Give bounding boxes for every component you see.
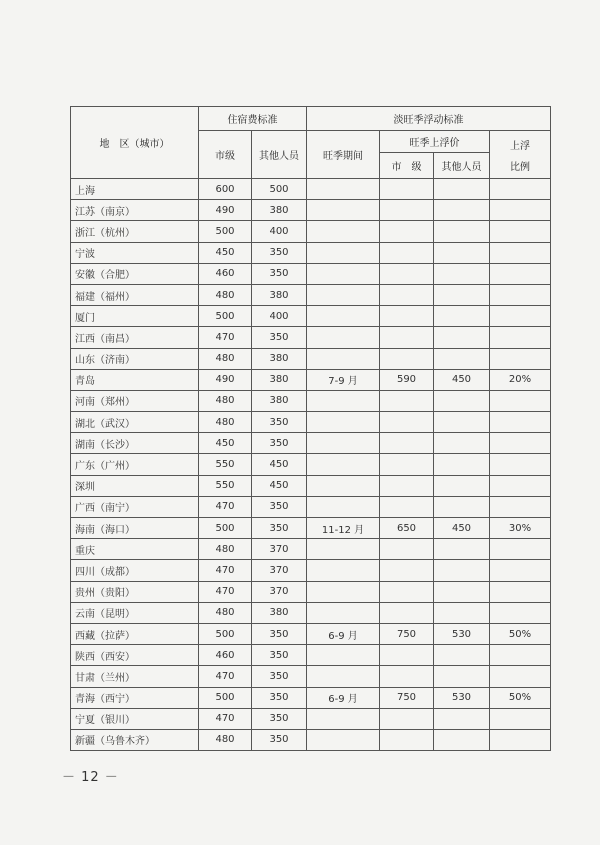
float-ratio-cell	[490, 200, 551, 221]
region-cell: 甘肃（兰州）	[71, 666, 199, 687]
float-ratio-cell	[490, 390, 551, 411]
peak-period-cell	[307, 560, 380, 581]
float-ratio-cell	[490, 475, 551, 496]
float-ratio-cell	[490, 306, 551, 327]
peak-city-level-cell	[380, 200, 434, 221]
float-ratio-cell	[490, 560, 551, 581]
peak-city-level-cell	[380, 306, 434, 327]
peak-other-staff-cell	[434, 327, 490, 348]
peak-period-cell	[307, 179, 380, 200]
peak-city-level-cell	[380, 729, 434, 750]
table-row	[71, 369, 551, 390]
table-row	[71, 306, 551, 327]
table-row	[71, 475, 551, 496]
region-cell: 河南（郑州）	[71, 390, 199, 411]
peak-period-cell	[307, 729, 380, 750]
peak-city-level-cell	[380, 708, 434, 729]
peak-city-level-cell	[380, 390, 434, 411]
table-row	[71, 179, 551, 200]
table-row	[71, 263, 551, 284]
table-row	[71, 390, 551, 411]
city-level-cell: 460	[199, 263, 252, 284]
float-ratio-cell	[490, 729, 551, 750]
peak-other-staff-cell	[434, 475, 490, 496]
table-row	[71, 645, 551, 666]
city-level-cell: 490	[199, 369, 252, 390]
region-cell: 宁波	[71, 242, 199, 263]
peak-city-level-cell	[380, 581, 434, 602]
other-staff-cell: 350	[252, 729, 307, 750]
peak-other-staff-cell	[434, 454, 490, 475]
other-staff-cell: 380	[252, 284, 307, 305]
region-cell: 上海	[71, 179, 199, 200]
peak-other-staff-cell	[434, 221, 490, 242]
region-cell: 青岛	[71, 369, 199, 390]
peak-period-cell	[307, 306, 380, 327]
region-cell: 四川（成都）	[71, 560, 199, 581]
float-ratio-cell	[490, 433, 551, 454]
other-staff-cell: 350	[252, 433, 307, 454]
peak-other-staff-cell	[434, 496, 490, 517]
other-staff-cell: 350	[252, 496, 307, 517]
table-row	[71, 518, 551, 539]
float-ratio-line1: 上浮	[510, 140, 530, 152]
float-ratio-cell	[490, 284, 551, 305]
peak-city-level-cell	[380, 560, 434, 581]
region-cell: 安徽（合肥）	[71, 263, 199, 284]
city-level-cell: 470	[199, 496, 252, 517]
peak-period-cell: 6-9 月	[307, 687, 380, 708]
other-staff-cell: 380	[252, 602, 307, 623]
peak-city-level-header: 市 级	[380, 153, 434, 179]
float-ratio-cell	[490, 412, 551, 433]
city-level-cell: 470	[199, 327, 252, 348]
table-row	[71, 242, 551, 263]
region-cell: 厦门	[71, 306, 199, 327]
float-ratio-cell	[490, 496, 551, 517]
peak-city-level-cell: 750	[380, 623, 434, 644]
region-cell: 青海（西宁）	[71, 687, 199, 708]
city-level-cell: 470	[199, 666, 252, 687]
city-level-cell: 450	[199, 433, 252, 454]
other-staff-header: 其他人员	[252, 131, 307, 179]
region-cell: 浙江（杭州）	[71, 221, 199, 242]
float-ratio-cell	[490, 602, 551, 623]
table-row	[71, 560, 551, 581]
peak-city-level-cell	[380, 179, 434, 200]
peak-period-cell	[307, 263, 380, 284]
other-staff-cell: 350	[252, 242, 307, 263]
region-cell: 海南（海口）	[71, 518, 199, 539]
other-staff-cell: 400	[252, 221, 307, 242]
city-level-cell: 450	[199, 242, 252, 263]
other-staff-cell: 350	[252, 666, 307, 687]
city-level-cell: 480	[199, 539, 252, 560]
peak-period-cell: 11-12 月	[307, 518, 380, 539]
region-cell: 广东（广州）	[71, 454, 199, 475]
city-level-cell: 500	[199, 687, 252, 708]
table-row	[71, 687, 551, 708]
float-ratio-cell	[490, 221, 551, 242]
table-row	[71, 433, 551, 454]
other-staff-cell: 350	[252, 687, 307, 708]
region-cell: 山东（济南）	[71, 348, 199, 369]
peak-period-cell	[307, 200, 380, 221]
peak-other-staff-cell: 450	[434, 518, 490, 539]
peak-city-level-cell	[380, 327, 434, 348]
peak-other-staff-cell	[434, 602, 490, 623]
other-staff-cell: 380	[252, 200, 307, 221]
city-level-cell: 500	[199, 623, 252, 644]
peak-other-staff-cell: 450	[434, 369, 490, 390]
table-row	[71, 200, 551, 221]
city-level-cell: 500	[199, 221, 252, 242]
peak-period-header: 旺季期间	[307, 131, 380, 179]
table-row	[71, 623, 551, 644]
peak-period-cell	[307, 390, 380, 411]
table-row	[71, 539, 551, 560]
float-ratio-cell	[490, 539, 551, 560]
peak-other-staff-cell	[434, 284, 490, 305]
peak-city-level-cell	[380, 475, 434, 496]
peak-period-cell	[307, 348, 380, 369]
city-level-cell: 480	[199, 390, 252, 411]
table-row	[71, 327, 551, 348]
city-level-cell: 500	[199, 518, 252, 539]
city-level-cell: 490	[199, 200, 252, 221]
other-staff-cell: 380	[252, 390, 307, 411]
peak-price-header: 旺季上浮价	[380, 131, 490, 153]
other-staff-cell: 350	[252, 708, 307, 729]
city-level-cell: 600	[199, 179, 252, 200]
table-row	[71, 602, 551, 623]
other-staff-cell: 370	[252, 539, 307, 560]
region-cell: 重庆	[71, 539, 199, 560]
peak-period-cell: 6-9 月	[307, 623, 380, 644]
peak-city-level-cell: 750	[380, 687, 434, 708]
float-ratio-cell	[490, 179, 551, 200]
table-row	[71, 348, 551, 369]
other-staff-cell: 350	[252, 623, 307, 644]
region-cell: 新疆（乌鲁木齐）	[71, 729, 199, 750]
table-row	[71, 666, 551, 687]
other-staff-cell: 350	[252, 645, 307, 666]
other-staff-cell: 450	[252, 475, 307, 496]
peak-other-staff-cell	[434, 708, 490, 729]
region-cell: 贵州（贵阳）	[71, 581, 199, 602]
peak-city-level-cell	[380, 539, 434, 560]
peak-other-staff-cell: 530	[434, 623, 490, 644]
lodging-standard-table	[70, 106, 551, 751]
float-ratio-cell	[490, 263, 551, 284]
city-level-cell: 480	[199, 284, 252, 305]
peak-period-cell: 7-9 月	[307, 369, 380, 390]
peak-city-level-cell	[380, 496, 434, 517]
float-ratio-cell: 30%	[490, 518, 551, 539]
table-row	[71, 581, 551, 602]
other-staff-cell: 350	[252, 327, 307, 348]
peak-city-level-cell	[380, 348, 434, 369]
peak-other-staff-cell	[434, 200, 490, 221]
city-level-cell: 550	[199, 454, 252, 475]
float-ratio-cell	[490, 242, 551, 263]
peak-other-staff-cell	[434, 666, 490, 687]
peak-city-level-cell: 650	[380, 518, 434, 539]
other-staff-cell: 450	[252, 454, 307, 475]
city-level-cell: 550	[199, 475, 252, 496]
float-ratio-header	[490, 131, 551, 179]
region-cell: 江苏（南京）	[71, 200, 199, 221]
table-row	[71, 412, 551, 433]
peak-city-level-cell	[380, 412, 434, 433]
season-group-header: 淡旺季浮动标准	[307, 107, 551, 131]
table-row	[71, 729, 551, 750]
peak-city-level-cell	[380, 602, 434, 623]
float-ratio-cell	[490, 348, 551, 369]
float-ratio-cell: 50%	[490, 687, 551, 708]
city-level-cell: 480	[199, 348, 252, 369]
peak-city-level-cell: 590	[380, 369, 434, 390]
peak-city-level-cell	[380, 284, 434, 305]
city-level-cell: 480	[199, 602, 252, 623]
peak-city-level-cell	[380, 645, 434, 666]
other-staff-cell: 400	[252, 306, 307, 327]
city-level-cell: 470	[199, 581, 252, 602]
region-cell: 陕西（西安）	[71, 645, 199, 666]
peak-city-level-cell	[380, 242, 434, 263]
float-ratio-cell: 50%	[490, 623, 551, 644]
float-ratio-cell	[490, 708, 551, 729]
region-cell: 深圳	[71, 475, 199, 496]
peak-other-staff-cell	[434, 306, 490, 327]
other-staff-cell: 380	[252, 348, 307, 369]
city-level-cell: 480	[199, 729, 252, 750]
peak-period-cell	[307, 454, 380, 475]
other-staff-cell: 370	[252, 581, 307, 602]
region-cell: 湖南（长沙）	[71, 433, 199, 454]
table-row	[71, 454, 551, 475]
city-level-cell: 500	[199, 306, 252, 327]
float-ratio-cell	[490, 581, 551, 602]
other-staff-cell: 500	[252, 179, 307, 200]
peak-period-cell	[307, 412, 380, 433]
page-number: － 12 －	[62, 770, 119, 785]
float-ratio-cell	[490, 454, 551, 475]
table-row	[71, 284, 551, 305]
float-ratio-cell	[490, 666, 551, 687]
peak-city-level-cell	[380, 221, 434, 242]
other-staff-cell: 350	[252, 412, 307, 433]
peak-period-cell	[307, 666, 380, 687]
city-level-cell: 470	[199, 708, 252, 729]
region-header: 地 区（城市）	[71, 107, 199, 179]
peak-other-staff-cell	[434, 348, 490, 369]
peak-other-staff-cell	[434, 390, 490, 411]
peak-other-staff-cell	[434, 581, 490, 602]
region-cell: 江西（南昌）	[71, 327, 199, 348]
float-ratio-line2: 比例	[510, 161, 530, 173]
city-level-header: 市级	[199, 131, 252, 179]
peak-other-staff-cell	[434, 645, 490, 666]
table-row	[71, 496, 551, 517]
city-level-cell: 460	[199, 645, 252, 666]
peak-other-staff-cell	[434, 560, 490, 581]
other-staff-cell: 380	[252, 369, 307, 390]
region-cell: 西藏（拉萨）	[71, 623, 199, 644]
peak-city-level-cell	[380, 666, 434, 687]
other-staff-cell: 350	[252, 518, 307, 539]
peak-city-level-cell	[380, 433, 434, 454]
region-cell: 云南（昆明）	[71, 602, 199, 623]
region-cell: 福建（福州）	[71, 284, 199, 305]
other-staff-cell: 370	[252, 560, 307, 581]
float-ratio-cell	[490, 327, 551, 348]
peak-other-staff-cell	[434, 263, 490, 284]
other-staff-cell: 350	[252, 263, 307, 284]
peak-other-staff-cell	[434, 412, 490, 433]
lodging-group-header: 住宿费标准	[199, 107, 307, 131]
float-ratio-cell	[490, 645, 551, 666]
peak-period-cell	[307, 496, 380, 517]
peak-city-level-cell	[380, 454, 434, 475]
peak-period-cell	[307, 221, 380, 242]
peak-other-staff-cell	[434, 179, 490, 200]
peak-period-cell	[307, 602, 380, 623]
table-body	[71, 179, 551, 751]
region-cell: 湖北（武汉）	[71, 412, 199, 433]
peak-other-staff-header: 其他人员	[434, 153, 490, 179]
peak-other-staff-cell	[434, 433, 490, 454]
city-level-cell: 480	[199, 412, 252, 433]
peak-period-cell	[307, 475, 380, 496]
peak-other-staff-cell	[434, 539, 490, 560]
peak-period-cell	[307, 539, 380, 560]
peak-period-cell	[307, 284, 380, 305]
float-ratio-cell: 20%	[490, 369, 551, 390]
peak-city-level-cell	[380, 263, 434, 284]
peak-other-staff-cell	[434, 242, 490, 263]
peak-period-cell	[307, 645, 380, 666]
peak-period-cell	[307, 433, 380, 454]
peak-period-cell	[307, 242, 380, 263]
table-header	[71, 107, 551, 179]
table-row	[71, 221, 551, 242]
peak-period-cell	[307, 581, 380, 602]
peak-period-cell	[307, 708, 380, 729]
peak-other-staff-cell	[434, 729, 490, 750]
city-level-cell: 470	[199, 560, 252, 581]
region-cell: 广西（南宁）	[71, 496, 199, 517]
peak-period-cell	[307, 327, 380, 348]
table-row	[71, 708, 551, 729]
region-cell: 宁夏（银川）	[71, 708, 199, 729]
peak-other-staff-cell: 530	[434, 687, 490, 708]
